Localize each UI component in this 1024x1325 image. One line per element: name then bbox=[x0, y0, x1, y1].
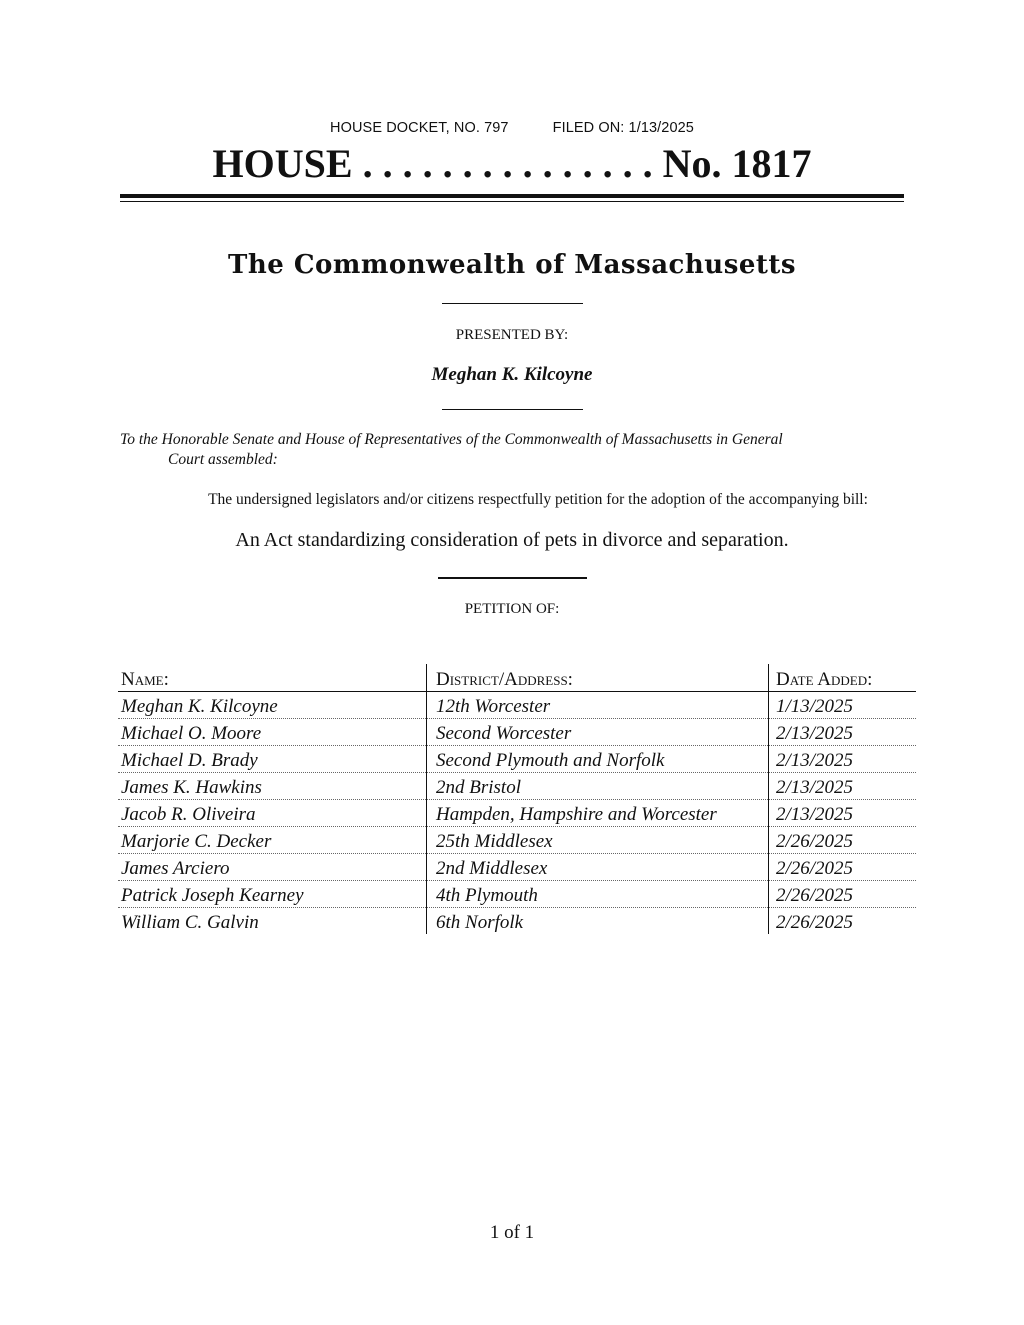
sponsor-district: 6th Norfolk bbox=[427, 908, 769, 935]
sponsor-district: 4th Plymouth bbox=[427, 881, 769, 908]
sponsor-name: Michael D. Brady bbox=[118, 746, 427, 773]
table-row bbox=[118, 854, 916, 881]
sponsor-district: Hampden, Hampshire and Worcester bbox=[427, 800, 769, 827]
sponsor-date: 2/26/2025 bbox=[769, 908, 917, 935]
sponsor-district: 12th Worcester bbox=[427, 692, 769, 719]
docket-number: HOUSE DOCKET, NO. 797 bbox=[330, 120, 509, 136]
presenter-name: Meghan K. Kilcoyne bbox=[431, 364, 593, 385]
table-row bbox=[118, 692, 916, 719]
address-line-1: To the Honorable Senate and House of Representatives of the Commonwealth of Massachusetts in General bbox=[120, 431, 783, 448]
sponsor-district: 2nd Bristol bbox=[427, 773, 769, 800]
bill-number: No. 1817 bbox=[662, 141, 812, 186]
divider bbox=[442, 303, 583, 304]
commonwealth-heading: The Commonwealth of Massachusetts bbox=[227, 250, 797, 280]
sponsor-district: Second Worcester bbox=[427, 719, 769, 746]
leader-dots: . . . . . . . . . . . . . . . bbox=[362, 141, 653, 186]
sponsor-name: Meghan K. Kilcoyne bbox=[118, 692, 427, 719]
sponsor-name: James K. Hawkins bbox=[118, 773, 427, 800]
sponsor-name: Marjorie C. Decker bbox=[118, 827, 427, 854]
chamber-label: HOUSE bbox=[212, 141, 353, 186]
table-row bbox=[118, 746, 916, 773]
sponsor-district: 2nd Middlesex bbox=[427, 854, 769, 881]
divider bbox=[442, 409, 583, 410]
petition-of-label: PETITION OF: bbox=[464, 601, 560, 617]
sponsor-date: 2/13/2025 bbox=[769, 800, 917, 827]
table-header-row bbox=[118, 664, 916, 692]
sponsor-name: Jacob R. Oliveira bbox=[118, 800, 427, 827]
table-row bbox=[118, 827, 916, 854]
filed-date: FILED ON: 1/13/2025 bbox=[552, 120, 694, 136]
sponsor-date: 2/26/2025 bbox=[769, 854, 917, 881]
sponsor-name: Michael O. Moore bbox=[118, 719, 427, 746]
sponsor-date: 2/26/2025 bbox=[769, 881, 917, 908]
table-row bbox=[118, 773, 916, 800]
column-header-name: Name: bbox=[118, 664, 427, 692]
sponsor-name: Patrick Joseph Kearney bbox=[118, 881, 427, 908]
header-rule-thin bbox=[120, 201, 904, 202]
address-to-court bbox=[120, 430, 904, 470]
sponsor-name: James Arciero bbox=[118, 854, 427, 881]
table-row bbox=[118, 800, 916, 827]
sponsors-table bbox=[118, 664, 916, 934]
sponsor-name: William C. Galvin bbox=[121, 912, 259, 933]
table-row bbox=[118, 881, 916, 908]
sponsor-date: 2/13/2025 bbox=[769, 719, 917, 746]
act-title: An Act standardizing consideration of pets in divorce and separation. bbox=[235, 529, 789, 551]
address-line-2: Court assembled: bbox=[168, 451, 278, 468]
table-row bbox=[118, 908, 916, 935]
sponsor-district: 25th Middlesex bbox=[427, 827, 769, 854]
sponsor-district: Second Plymouth and Norfolk bbox=[427, 746, 769, 773]
sponsor-date: 2/26/2025 bbox=[769, 827, 917, 854]
page-number: 1 of 1 bbox=[489, 1222, 535, 1243]
table-row bbox=[118, 719, 916, 746]
sponsor-date: 1/13/2025 bbox=[769, 692, 917, 719]
docket-line bbox=[0, 120, 1024, 136]
petition-statement: The undersigned legislators and/or citizens respectfully petition for the adoption of the accompanying bill: bbox=[208, 491, 868, 508]
sponsor-date: 2/13/2025 bbox=[769, 746, 917, 773]
column-header-date: Date Added: bbox=[769, 664, 917, 692]
header-rule-thick bbox=[120, 194, 904, 198]
divider bbox=[438, 577, 587, 579]
sponsor-date: 2/13/2025 bbox=[769, 773, 917, 800]
bill-title-line bbox=[0, 140, 1024, 188]
presented-by-label: PRESENTED BY: bbox=[455, 327, 569, 343]
column-header-district: District/Address: bbox=[427, 664, 769, 692]
